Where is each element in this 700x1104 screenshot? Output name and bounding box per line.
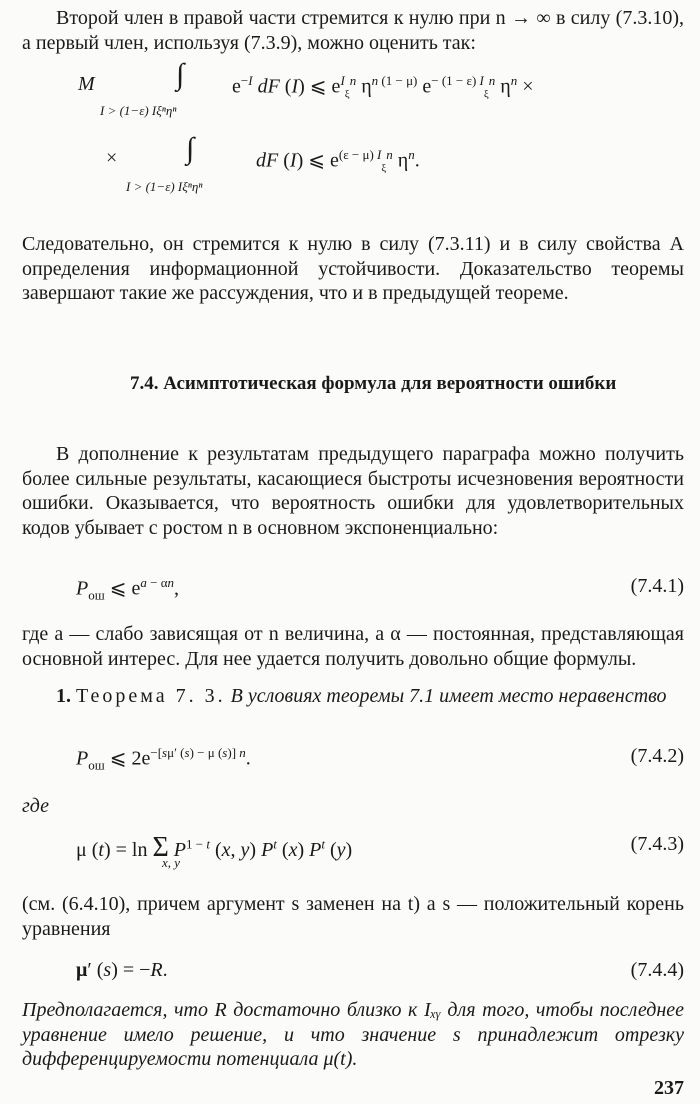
page-number: 237 [654, 1077, 684, 1099]
theorem-label: Теорема 7. 3. [76, 685, 226, 707]
eq-number: (7.4.1) [630, 575, 684, 597]
formula-a-limit2: I > (1−ε) Iξⁿηⁿ [126, 179, 203, 194]
section-title: Асимптотическая формула для вероятности ошибки [163, 373, 617, 394]
sum-limit: x, y [162, 855, 181, 870]
where-label: где [22, 795, 50, 817]
where-paragraph: где a — слабо зависящая от n величина, а α — постоянная, представляющая основной интерес. Для нее удается получить довольно общие формулы. [22, 623, 684, 670]
final-paragraph: Предполагается, что R достаточно близко к Iₓᵧ для того, чтобы последнее уравнение имело решение, и что значение s принадлежит отрезку дифференцируемости потенциала μ(t). [22, 999, 684, 1070]
section-intro-paragraph: В дополнение к результатам предыдущего параграфа можно получить более сильные результаты, касающиеся быстроты исчезновения вероятности ошибки. Оказывается, что вероятность ошибки для удовлетворительных кодов убывает с ростом n в основном экспоненциально: [22, 443, 684, 539]
eq-number: (7.4.3) [630, 833, 684, 855]
theorem-num: 1. [56, 685, 71, 707]
see-paragraph: (см. (6.4.10), причем аргумент s заменен на t) а s — положительный корень уравнения [22, 893, 684, 940]
formula-a-limit1: I > (1−ε) Iξⁿηⁿ [100, 103, 177, 118]
intro-paragraph: Второй член в правой части стремится к нулю при n → ∞ в силу (7.3.10), а первый член, используя (7.3.9), можно оценить так: [22, 7, 684, 54]
section-heading [130, 372, 650, 396]
section-number: 7.4. [130, 373, 159, 394]
book-page: Второй член в правой части стремится к нулю при n → ∞ в силу (7.3.10), а первый член, используя (7.3.9), можно оценить так: M ∫ $e^{-I}$ dF (I) ⩽ $e^I_\xi^n$ $\eta^{n (1 - \mu)}$ $e^{- (1 - \varepsilon) I}_\xi^n$ $\eta^n$ × I > (1−ε) Iξⁿηⁿ × ∫ dF (I) ⩽ $e^{(\varepsilon - \mu) I}_\xi^n$ $\eta^n$. I > (1−ε) Iξⁿηⁿ Следовательно, он стремится к нулю в силу (7.3.11) и в силу свойства А определения информационной устойчивости. Доказательство теоремы завершают такие же рассуждения, что и в предыдущей теореме. 7.4. Асимптотическая формула для вероятности ошибки В дополнение к результатам предыдущего параграфа можно получить более сильные результаты, касающиеся быстроты исчезновения вероятности ошибки. Оказывается, что вероятность ошибки для удовлетворительных кодов убывает с ростом n в основном экспоненциально: $P_{ош}$ ⩽ $e^{a - \alpha n}$, (7.4.1) где a — слабо зависящая от n величина, а α — постоянная, представляющая основной интерес. Для нее удается получить довольно общие формулы. 1. Теорема 7. 3. В условиях теоремы 7.1 имеет место неравенство $P_{ош}$ ⩽ $2e^{-[s\mu' (s) - \mu (s)] n}$. (7.4.2) где μ (t) = ln Σ $P^{1 - t}$ (x, y) $P^t$ (x) $P^t$ (y) x, y (7.4.3) (см. (6.4.10), причем аргумент s заменен на t) а s — положительный корень уравнения μ′ (s) = −R. (7.4.4) Предполагается, что R достаточно близко к Iₓᵧ для того, чтобы последнее уравнение имело решение, и что значение s принадлежит отрезку дифференцируемости потенциала μ(t). 237 [22, 7, 684, 1099]
consequently-paragraph: Следовательно, он стремится к нулю в силу (7.3.11) и в силу свойства А определения информационной устойчивости. Доказательство теоремы завершают такие же рассуждения, что и в предыдущей теореме. [22, 233, 684, 304]
eq-number: (7.4.2) [630, 745, 684, 767]
eq-number: (7.4.4) [630, 959, 684, 981]
theorem-statement: В условиях теоремы 7.1 имеет место неравенство [230, 685, 667, 707]
theorem-paragraph [22, 684, 684, 709]
